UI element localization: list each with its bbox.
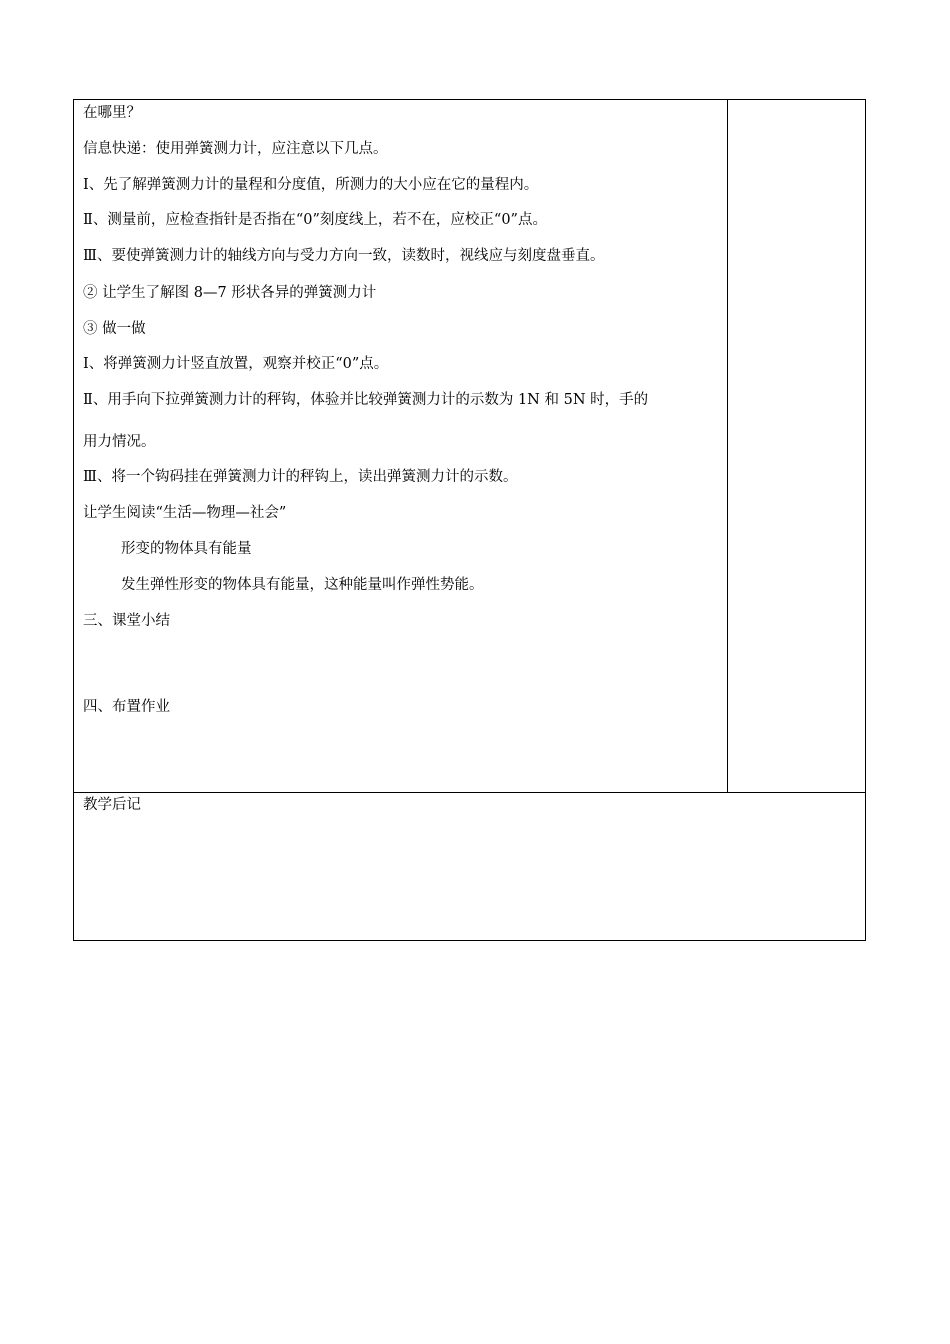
text-line: 形变的物体具有能量 [121,541,252,557]
text-line: 信息快递：使用弹簧测力计，应注意以下几点。 [83,141,388,157]
text-line: ③ 做一做 [83,321,146,337]
section-heading: 三、课堂小结 [83,613,170,629]
section-heading: 四、布置作业 [83,699,170,715]
text-line: 发生弹性形变的物体具有能量，这种能量叫作弹性势能。 [121,577,484,593]
text-line: Ⅲ、将一个钩码挂在弹簧测力计的秤钩上，读出弹簧测力计的示数。 [83,469,518,485]
content-cell [74,100,728,793]
text-line: Ⅰ、先了解弹簧测力计的量程和分度值，所测力的大小应在它的量程内。 [83,177,539,193]
teaching-notes-cell [74,793,865,940]
teaching-notes-label: 教学后记 [83,797,141,813]
lesson-table [73,99,866,941]
side-notes-cell [728,100,865,793]
text-line: 用力情况。 [83,434,156,450]
text-line: 让学生阅读“生活—物理—社会” [83,505,287,521]
text-line: ② 让学生了解图 8—7 形状各异的弹簧测力计 [83,285,377,301]
text-line: Ⅲ、要使弹簧测力计的轴线方向与受力方向一致，读数时，视线应与刻度盘垂直。 [83,248,605,264]
text-line: Ⅱ、用手向下拉弹簧测力计的秤钩，体验并比较弹簧测力计的示数为 1N 和 5N 时，手的 [83,392,649,408]
text-line: 在哪里？ [83,105,141,121]
text-line: Ⅰ、将弹簧测力计竖直放置，观察并校正“0”点。 [83,356,389,372]
text-line: Ⅱ、测量前，应检查指针是否指在“0”刻度线上，若不在，应校正“0”点。 [83,212,547,228]
